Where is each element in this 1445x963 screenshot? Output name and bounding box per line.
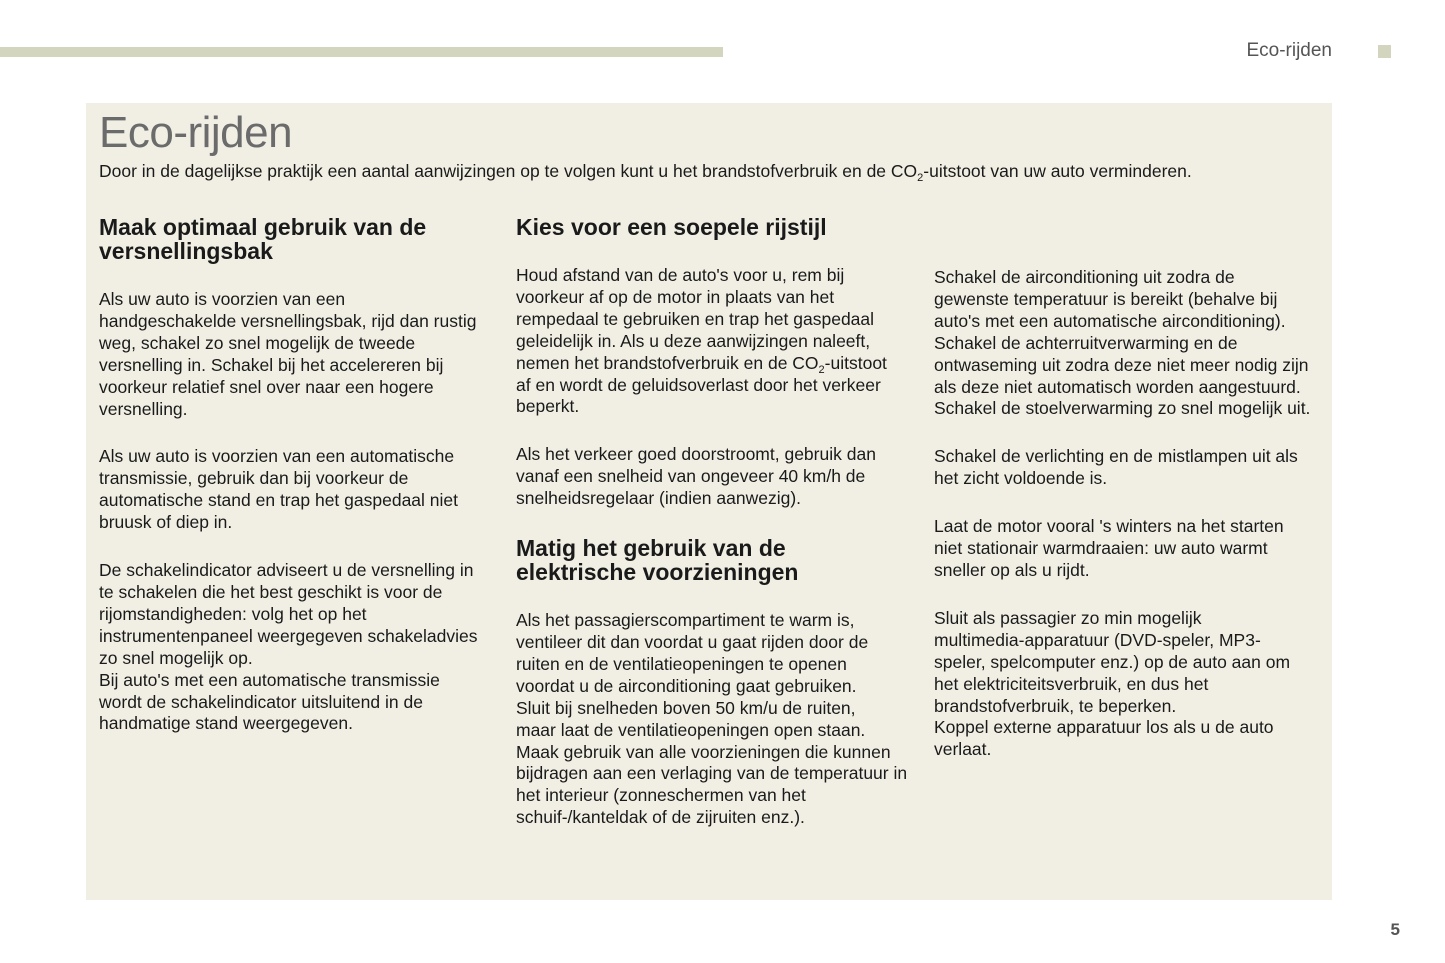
paragraph-cooling-devices: Maak gebruik van alle voorzieningen die kunnen bijdragen aan een verlaging van de temperatuur in het interieur (zonneschermen van het schuif-/kanteldak of de zijruiten enz.). [516, 741, 908, 828]
heading-gearbox: Maak optimaal gebruik van de versnellingsbak [99, 214, 427, 264]
column-gearbox [99, 215, 489, 735]
page-title: Eco-rijden [99, 108, 293, 157]
header-rule [0, 47, 723, 57]
paragraph-windows: Sluit bij snelheden boven 50 km/u de ruiten, maar laat de ventilatieopeningen open staan. [516, 697, 866, 740]
paragraph-shift-indicator: De schakelindicator adviseert u de versnelling in te schakelen die het best geschikt is voor de rijomstandigheden: volg het op het instrumentenpaneel weergegeven schakeladvies zo snel mogelijk op. [99, 560, 478, 668]
smooth-driving-text-after: -uitstoot af en wordt de geluidsoverlast door het verkeer beperkt. [516, 352, 887, 417]
paragraph-air-conditioning: Schakel de airconditioning uit zodra de gewenste temperatuur is bereikt (behalve bij auto's met een automatische airconditioning). [934, 267, 1286, 331]
paragraph-cruise-control: Als het verkeer goed doorstroomt, gebruik dan vanaf een snelheid van ongeveer 40 km/h de snelheidsregelaar (indien aanwezig). [516, 444, 876, 509]
paragraph-rear-window-heating: Schakel de achterruitverwarming en de ontwaseming uit zodra deze niet meer nodig zijn als deze niet automatisch worden aangestuurd. [934, 332, 1309, 397]
heading-driving-style: Kies voor een soepele rijstijl [516, 214, 827, 240]
paragraph-automatic-transmission: Als uw auto is voorzien van een automatische transmissie, gebruik dan bij voorkeur de automatische stand en trap het gaspedaal niet bruusk of diep in. [99, 446, 458, 533]
page-number: 5 [1390, 920, 1400, 939]
paragraph-manual-gearbox: Als uw auto is voorzien van een handgeschakelde versnellingsbak, rijd dan rustig weg, schakel zo snel mogelijk de tweede versnelling in. Schakel bij het accelereren bij voorkeur relatief snel over naar een hogere versnelling. [99, 289, 477, 419]
paragraph-multimedia: Sluit als passagier zo min mogelijk multimedia-apparatuur (DVD-speler, MP3-speler, spelcomputer enz.) op de auto aan om het elektriciteitsverbruik, en dus het brandstofverbruik, te beperken. [934, 607, 1291, 716]
paragraph-smooth-driving [516, 265, 904, 418]
column-driving-style [516, 215, 906, 829]
heading-electrical-equipment: Matig het gebruik van de elektrische voorzieningen [516, 535, 799, 586]
paragraph-seat-heating: Schakel de stoelverwarming zo snel mogelijk uit. [934, 398, 1311, 419]
paragraph-shift-indicator-automatic: Bij auto's met een automatische transmissie wordt de schakelindicator uitsluitend in de handmatige stand weergegeven. [99, 669, 440, 734]
header-section-title: Eco-rijden [1246, 40, 1332, 61]
paragraph-ventilation: Als het passagierscompartiment te warm is, ventileer dit dan voordat u gaat rijden door de ruiten en de ventilatieopeningen te openen voordat u de airconditioning gaat gebruiken. [516, 610, 869, 696]
header-square-marker [1378, 45, 1391, 58]
intro-text-after: -uitstoot van uw auto verminderen. [923, 161, 1192, 181]
paragraph-engine-warmup: Laat de motor vooral 's winters na het starten niet stationair warmdraaien: uw auto warmt sneller op als u rijdt. [934, 516, 1284, 580]
intro-subscript: 2 [917, 172, 924, 184]
intro-paragraph [99, 160, 1319, 182]
paragraph-lights: Schakel de verlichting en de mistlampen uit als het zicht voldoende is. [934, 446, 1298, 489]
column-equipment [934, 267, 1324, 761]
intro-text-before: Door in de dagelijkse praktijk een aantal aanwijzingen op te volgen kunt u het brandstofverbruik en de CO [99, 161, 918, 181]
smooth-driving-subscript: 2 [818, 363, 825, 376]
smooth-driving-text-before: Houd afstand van de auto's voor u, rem bij voorkeur af op de motor in plaats van het rempedaal te gebruiken en trap het gaspedaal geleidelijk in. Als u deze aanwijzingen naleeft, nemen het brandstofverbruik en de CO [516, 265, 875, 373]
paragraph-external-devices: Koppel externe apparatuur los als u de auto verlaat. [934, 717, 1274, 760]
